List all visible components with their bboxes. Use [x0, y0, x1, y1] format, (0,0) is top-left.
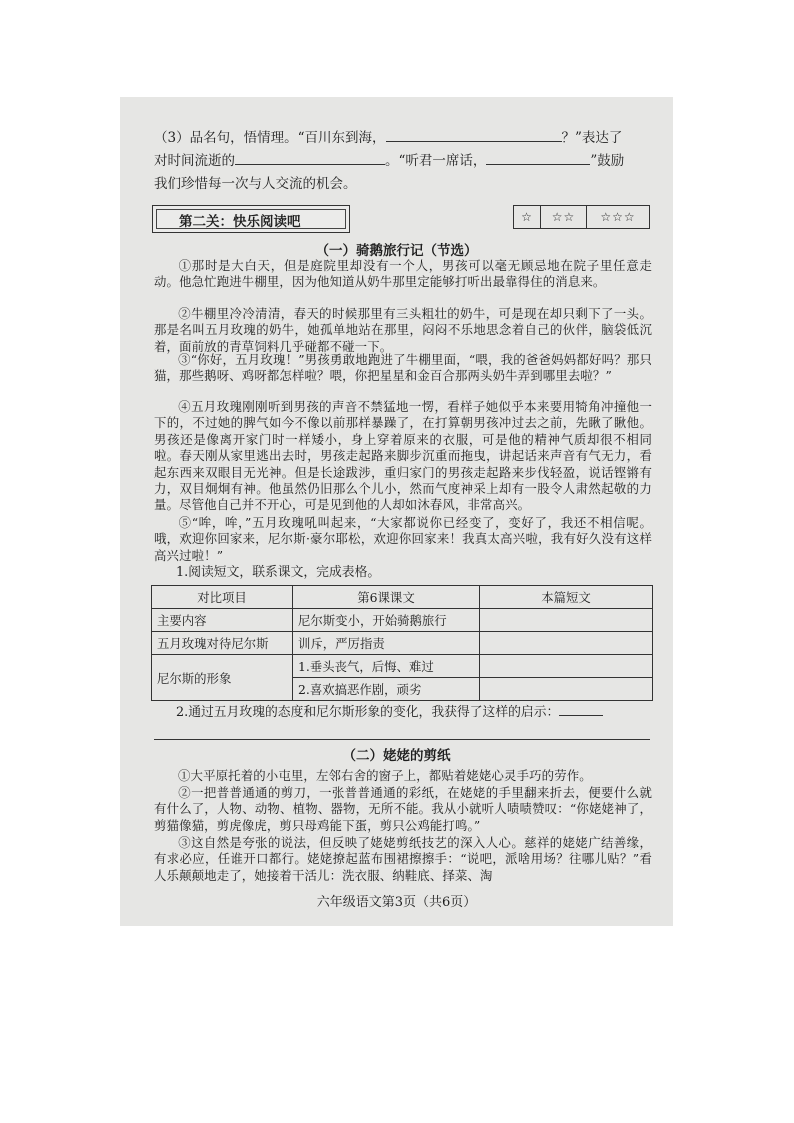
q3-text: ？”表达了	[561, 130, 623, 146]
table-header: 第6课课文	[293, 586, 480, 609]
section-title: 第二关：快乐阅读吧	[179, 214, 301, 230]
star-rating-2[interactable]: ☆☆	[541, 206, 587, 228]
q3-text: 。“听君一席话，	[385, 153, 487, 169]
table-row	[152, 609, 653, 632]
table-cell: 尼尔斯的形象	[152, 655, 293, 701]
paragraph-text: ①那时是大白天，但是庭院里却没有一个人，男孩可以毫无顾忌地在院子里任意走动。他急忙跑进牛棚里，因为他知道从奶牛那里定能够打听出最靠得住的消息来。	[154, 258, 652, 290]
answer-line[interactable]	[154, 739, 650, 740]
section-banner	[152, 205, 350, 233]
table-header: 对比项目	[152, 586, 293, 609]
table-cell: 2.喜欢搞恶作剧，顽劣	[293, 678, 480, 701]
table-cell: 1.垂头丧气，后悔、难过	[293, 655, 480, 678]
exam-page	[120, 97, 673, 926]
q3-text: ”鼓励	[590, 153, 625, 169]
comparison-table	[151, 585, 653, 701]
answer-cell[interactable]	[480, 609, 653, 632]
answer-blank[interactable]	[486, 150, 590, 165]
paragraph-text: ②牛棚里冷冷清清，春天的时候那里有三头粗壮的奶牛，可是现在却只剩下了一头。那是名叫五月玫瑰的奶牛，她孤单地站在那里，闷闷不乐地思念着自己的伙伴，脑袋低沉着，面前放的青草饲料几乎碰都不碰一下。	[154, 306, 652, 354]
q3-line2	[154, 150, 647, 172]
q3-text: 对时间流逝的	[154, 153, 235, 169]
table-header: 本篇短文	[480, 586, 653, 609]
answer-blank[interactable]	[559, 701, 603, 716]
q3-line1	[154, 127, 647, 149]
paragraph-text: ③这自然是夸张的说法，但反映了姥姥剪纸技艺的深入人心。慈祥的姥姥广结善缘，有求必应，任谁开口都行。姥姥撩起蓝布围裙擦擦手：“说吧，派啥用场？往哪儿贴？”看人乐颠颠地走了，她接着干活儿：洗衣服、纳鞋底、择菜、淘	[154, 835, 652, 883]
reading1-q2	[176, 701, 647, 724]
paragraph-text: ⑤“哞，哞，”五月玫瑰吼叫起来，“大家都说你已经变了，变好了，我还不相信呢。哦，欢迎你回家来，尼尔斯·豪尔耶松，欢迎你回家来！我真太高兴啦，我有好久没有这样高兴过啦！”	[154, 515, 652, 563]
answer-blank[interactable]	[386, 127, 562, 142]
star-rating-3[interactable]: ☆☆☆	[600, 210, 636, 224]
q2-text: 2.通过五月玫瑰的态度和尼尔斯形象的变化，我获得了这样的启示：	[176, 705, 560, 720]
paragraph-text: ①大平原托着的小屯里，左邻右舍的窗子上，都贴着姥姥心灵手巧的劳作。	[178, 768, 592, 783]
q3-line3: 我们珍惜每一次与人交流的机会。	[154, 176, 357, 192]
table-row	[152, 655, 653, 678]
answer-cell[interactable]	[480, 632, 653, 655]
q3-text: （3）品名句，悟情理。“百川东到海，	[154, 130, 386, 146]
reading1-paragraph	[154, 352, 652, 385]
table-cell: 主要内容	[152, 609, 293, 632]
reading1-title: （一）骑鹅旅行记（节选）	[315, 243, 478, 259]
page-footer: 六年级语文第3页（共6页）	[316, 895, 477, 910]
paragraph-text: ④五月玫瑰刚刚听到男孩的声音不禁猛地一愣，看样子她似乎本来要用犄角冲撞他一下的，不过她的脾气如今不像以前那样暴躁了，在打算朝男孩冲过去之前，先瞅了瞅他。男孩还是像离开家门时一样矮小，身上穿着原来的衣服，可是他的精神气质却很不相同啦。春天刚从家里逃出去时，男孩走起路来脚步沉重而拖曳，讲起话来声音有气无力，看起东西来双眼目无光神。但是长途跋涉，重归家门的男孩走起路来步伐轻盈，说话铿锵有力，双目炯炯有神。他虽然仍旧那么个儿小，然而气度神采上却有一股令人肃然起敬的力量。尽管他自己并不开心，可是见到他的人却如沐春风，非常高兴。	[154, 399, 652, 513]
reading2-title: （二）姥姥的剪纸	[342, 748, 451, 764]
table-cell: 训斥，严厉指责	[293, 632, 480, 655]
star-rating-box	[513, 205, 650, 229]
reading1-paragraph	[154, 515, 652, 564]
reading1-paragraph	[154, 399, 652, 514]
paragraph-text: ②一把普普通通的剪刀，一张普普通通的彩纸，在姥姥的手里翻来折去，便要什么就有什么了，人物、动物、植物、器物，无所不能。我从小就听人啧啧赞叹：“你姥姥神了，剪猫像猫，剪虎像虎，剪只母鸡能下蛋，剪只公鸡能打鸣。”	[154, 785, 652, 833]
reading1-q1: 1.阅读短文，联系课文，完成表格。	[176, 565, 381, 580]
reading2-paragraph	[154, 768, 652, 784]
star-rating-1[interactable]: ☆	[514, 206, 541, 228]
reading1-paragraph	[154, 258, 652, 291]
answer-cell[interactable]	[480, 678, 653, 701]
table-header-row	[152, 586, 653, 609]
reading2-paragraph	[154, 835, 652, 884]
reading1-paragraph	[154, 306, 652, 355]
table-cell: 五月玫瑰对待尼尔斯	[152, 632, 293, 655]
table-row	[152, 632, 653, 655]
paragraph-text: ③“你好，五月玫瑰！”男孩勇敢地跑进了牛棚里面，“喂，我的爸爸妈妈都好吗？那只猫，那些鹅呀、鸡呀都怎样啦？喂，你把星星和金百合那两头奶牛弄到哪里去啦？”	[154, 352, 652, 384]
reading2-paragraph	[154, 785, 652, 834]
answer-cell[interactable]	[480, 655, 653, 678]
answer-blank[interactable]	[235, 150, 385, 165]
table-cell: 尼尔斯变小，开始骑鹅旅行	[293, 609, 480, 632]
